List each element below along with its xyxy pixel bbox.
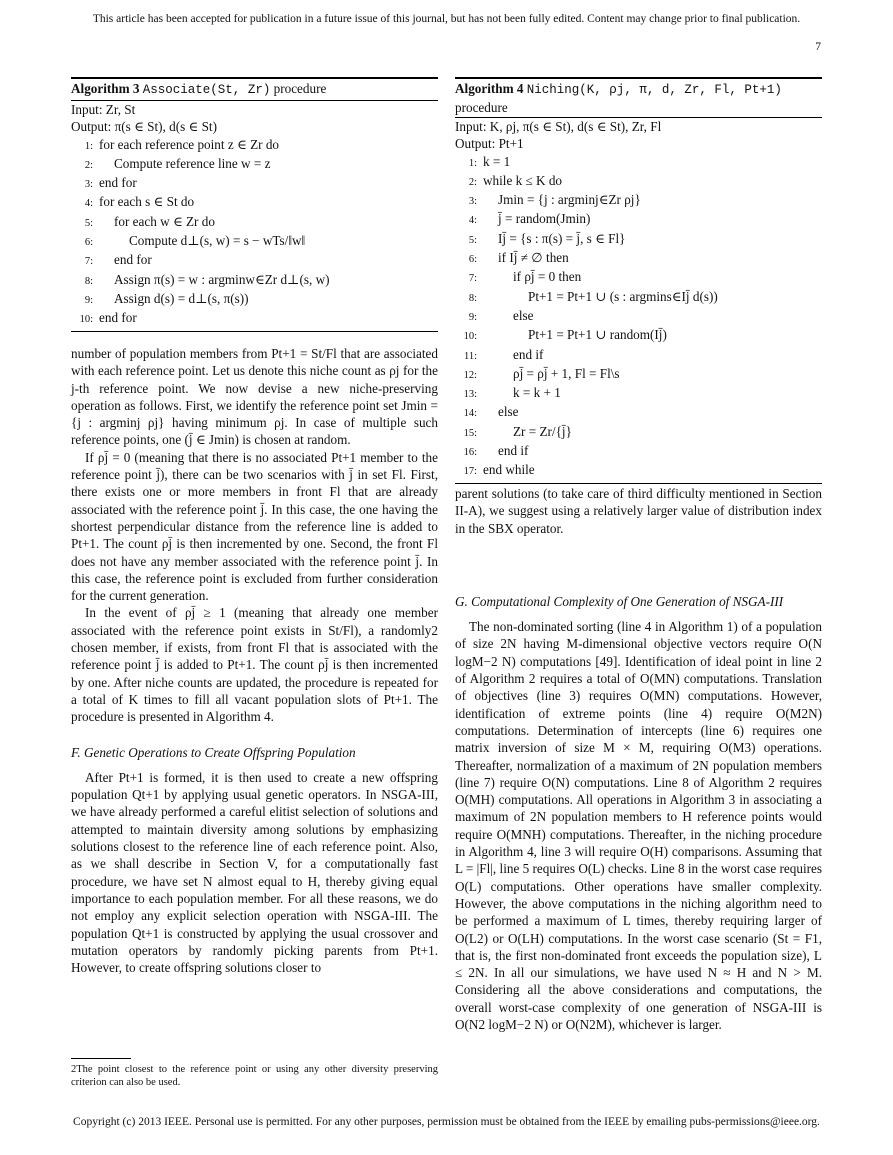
line-text: Assign d(s) = d⊥(s, π(s)) (114, 290, 249, 306)
algorithm-line (71, 232, 438, 251)
section-heading-f: F. Genetic Operations to Create Offspring Population (71, 744, 356, 760)
line-number: 11: (463, 350, 477, 362)
line-number: 4: (84, 198, 93, 210)
algorithm-line (455, 461, 822, 480)
algorithm-line (455, 172, 822, 191)
algorithm-line (455, 442, 822, 461)
algorithm-3-box (71, 77, 438, 332)
line-number: 10: (463, 331, 477, 343)
algorithm-line (71, 290, 438, 309)
journal-header: This article has been accepted for publication in a future issue of this journal, but has not been fully edited. Content may change prior to final publication. (92, 13, 801, 25)
line-number: 1: (468, 157, 477, 169)
line-text: end for (99, 175, 137, 191)
paragraph: After Pt+1 is formed, it is then used to create a new offspring population Qt+1 by applying usual genetic operators. In NSGA-III, we have already performed a careful elitist selection of solutions and attempted to maintain diversity among solutions by emphasizing solutions closest to the reference line of each reference point. Also, as we shall describe in Section V, for a computationally fast procedure, we have set N almost equal to H, thereby giving equal importance to each population member. For all these reasons, we do not employ any explicit selection operation with NSGA-III. The population Qt+1 is constructed by applying the usual crossover and mutation operators by randomly picking parents from Pt+1. However, to create offspring solutions closer to (71, 769, 438, 976)
section-heading-g: G. Computational Complexity of One Generation of NSGA-III (455, 593, 784, 609)
algorithm-line (71, 174, 438, 193)
page-number: 7 (815, 41, 821, 53)
line-number: 2: (468, 176, 477, 188)
line-number: 3: (84, 179, 93, 191)
algorithm-3-suffix: procedure (273, 81, 327, 96)
algorithm-line (71, 155, 438, 174)
algorithm-line (455, 384, 822, 403)
algorithm-line (455, 230, 822, 249)
line-text: j̄ = random(Jmin) (498, 211, 591, 227)
line-text: while k ≤ K do (483, 172, 563, 188)
footnote-rule (71, 1058, 131, 1059)
line-text: Compute reference line w = z (114, 155, 271, 171)
line-text: if Ij̄ ≠ ∅ then (498, 250, 569, 266)
algorithm-3-input: Input: Zr, St (71, 102, 136, 117)
line-text: Pt+1 = Pt+1 ∪ random(Ij̄) (528, 327, 667, 343)
algorithm-line (71, 193, 438, 212)
footnote: 2The point closest to the reference point or using any other diversity preserving criterion can also be used. (71, 1064, 438, 1088)
left-column (71, 345, 438, 976)
algorithm-line (71, 251, 438, 270)
line-number: 16: (463, 447, 477, 459)
line-text: for each s ∈ St do (99, 194, 195, 210)
line-number: 17: (463, 466, 477, 478)
copyright-footer: Copyright (c) 2013 IEEE. Personal use is permitted. For any other purposes, permission must be obtained from the IEEE by emailing pubs-permissions@ieee.org. (73, 1116, 820, 1128)
line-text: Assign π(s) = w : argminw∈Zr d⊥(s, w) (114, 271, 330, 287)
algorithm-line (71, 213, 438, 232)
line-text: Jmin = {j : argminj∈Zr ρj} (498, 192, 641, 208)
algorithm-4-output: Output: Pt+1 (455, 136, 524, 152)
line-text: ρj̄ = ρj̄ + 1, Fl = Fl\s (513, 365, 620, 381)
line-number: 6: (84, 237, 93, 249)
algorithm-4-title (455, 79, 822, 118)
line-text: Pt+1 = Pt+1 ∪ (s : argmins∈Ij̄ d(s)) (528, 288, 718, 304)
line-text: Compute d⊥(s, w) = s − wTs/‖w‖ (129, 233, 306, 249)
line-text: end if (513, 346, 544, 362)
line-text: if ρj̄ = 0 then (513, 269, 582, 285)
algorithm-line (71, 271, 438, 290)
line-number: 9: (84, 294, 93, 306)
paragraph: number of population members from Pt+1 = St/Fl that are associated with each reference point. Let us denote this niche count as ρj for the j-th reference point. We now devise a new niche-preserving operation as follows. First, we identify the reference point set Jmin = {j : argminj ρj} having minimum ρj. In case of multiple such reference points, one (j̄ ∈ Jmin) is chosen at random. (71, 346, 438, 448)
algorithm-4-box (455, 77, 822, 484)
algorithm-4-name: Niching(K, ρj, π, d, Zr, Fl, Pt+1) (526, 83, 782, 97)
algorithm-line (455, 346, 822, 365)
line-number: 10: (79, 314, 93, 326)
line-number: 5: (84, 217, 93, 229)
line-text: else (498, 404, 519, 420)
line-number: 1: (84, 140, 93, 152)
algorithm-line (455, 423, 822, 442)
algorithm-line (455, 326, 822, 345)
line-text: else (513, 307, 534, 323)
algorithm-line (455, 268, 822, 287)
line-number: 5: (468, 234, 477, 246)
algorithm-line (455, 249, 822, 268)
line-text: k = k + 1 (513, 385, 561, 401)
line-number: 3: (468, 196, 477, 208)
line-number: 12: (463, 369, 477, 381)
line-number: 7: (468, 273, 477, 285)
line-text: for each reference point z ∈ Zr do (99, 136, 280, 152)
line-number: 8: (84, 275, 93, 287)
line-text: Ij̄ = {s : π(s) = j̄, s ∈ Fl} (498, 230, 626, 246)
line-number: 2: (84, 159, 93, 171)
paragraph: parent solutions (to take care of third difficulty mentioned in Section II-A), we suggest using a relatively larger value of distribution index in the SBX operator. (455, 486, 822, 536)
algorithm-3-output: Output: π(s ∈ St), d(s ∈ St) (71, 119, 217, 135)
line-number: 14: (463, 408, 477, 420)
algorithm-4-label: Algorithm 4 (455, 81, 524, 96)
algorithm-3-name: Associate(St, Zr) (142, 83, 271, 97)
right-column (455, 485, 822, 1033)
line-number: 15: (463, 427, 477, 439)
line-number: 6: (468, 254, 477, 266)
algorithm-line (71, 136, 438, 155)
paragraph: If ρj̄ = 0 (meaning that there is no associated Pt+1 member to the reference point j̄), there can be two scenarios with j̄ in set Fl. First, there exists one or more members in front Fl that are already associated with the reference point j̄. In this case, the one having the shortest perpendicular distance from the reference line is added to Pt+1. The count ρj̄ is then incremented by one. Second, the front Fl does not have any member associated with the reference point j̄. In this case, the reference point is excluded from further consideration for the current generation. (71, 449, 438, 604)
line-number: 13: (463, 389, 477, 401)
line-text: Zr = Zr/{j̄} (513, 423, 572, 439)
line-text: k = 1 (483, 153, 511, 169)
line-text: end while (483, 462, 535, 478)
line-number: 9: (468, 311, 477, 323)
algorithm-line (455, 191, 822, 210)
algorithm-line (455, 153, 822, 172)
algorithm-4-suffix: procedure (455, 100, 508, 115)
line-text: end for (99, 310, 137, 326)
paragraph: In the event of ρj̄ ≥ 1 (meaning that already one member associated with the reference point exists in St/Fl), a randomly2 chosen member, if exists, from front Fl that is associated with the reference point j̄ is added to Pt+1. The count ρj̄ is then incremented by one. After niche counts are updated, the procedure is repeated for a total of K times to fill all vacant population slots of Pt+1. The procedure is presented in Algorithm 4. (71, 605, 438, 725)
line-text: end if (498, 443, 529, 459)
algorithm-line (455, 288, 822, 307)
algorithm-line (71, 309, 438, 328)
algorithm-4-input: Input: K, ρj, π(s ∈ St), d(s ∈ St), Zr, Fl (455, 119, 662, 134)
algorithm-line (455, 365, 822, 384)
line-number: 7: (84, 256, 93, 268)
line-text: for each w ∈ Zr do (114, 213, 215, 229)
algorithm-line (455, 307, 822, 326)
algorithm-line (455, 403, 822, 422)
line-number: 8: (468, 292, 477, 304)
paragraph: The non-dominated sorting (line 4 in Algorithm 1) of a population of size 2N having M-dimensional objective vectors require O(N logM−2 N) computations [49]. Identification of ideal point in line 2 of Algorithm 2 requires a total of O(MN) computations. Translation of objectives (line 3) requires O(MN) computations. However, identification of extreme points (line 4) require O(M2N) computations. Determination of intercepts (line 6) requires one matrix inversion of size M × M, requiring O(M3) operations. Thereafter, normalization of a maximum of 2N population members (line 7) require O(N) computations. Line 8 of Algorithm 2 requires O(MH) computations. All operations in Algorithm 3 in associating a maximum of 2N population members to H reference points would require O(MNH) computations. Thereafter, in the niching procedure in Algorithm 4, line 3 will require O(H) comparisons. Assuming that L = |Fl|, line 5 requires O(L) checks. Line 8 in the worst case requires O(L) computations. Other operations have smaller complexity. However, the above computations in the niching algorithm need to be performed a maximum of L times, thereby requiring larger of O(L2) or O(LH) computations. In the worst case scenario (St = F1, that is, the first non-dominated front exceeds the population size), L ≤ 2N. In all our simulations, we have used N ≈ H and N > M. Considering all the above considerations and computations, the overall worst-case complexity of one generation of NSGA-III is O(N2 logM−2 N) or O(N2M), whichever is larger. (455, 619, 822, 1033)
line-number: 4: (468, 215, 477, 227)
line-text: end for (114, 252, 152, 268)
algorithm-3-title (71, 79, 438, 101)
algorithm-line (455, 210, 822, 229)
algorithm-3-label: Algorithm 3 (71, 81, 140, 96)
